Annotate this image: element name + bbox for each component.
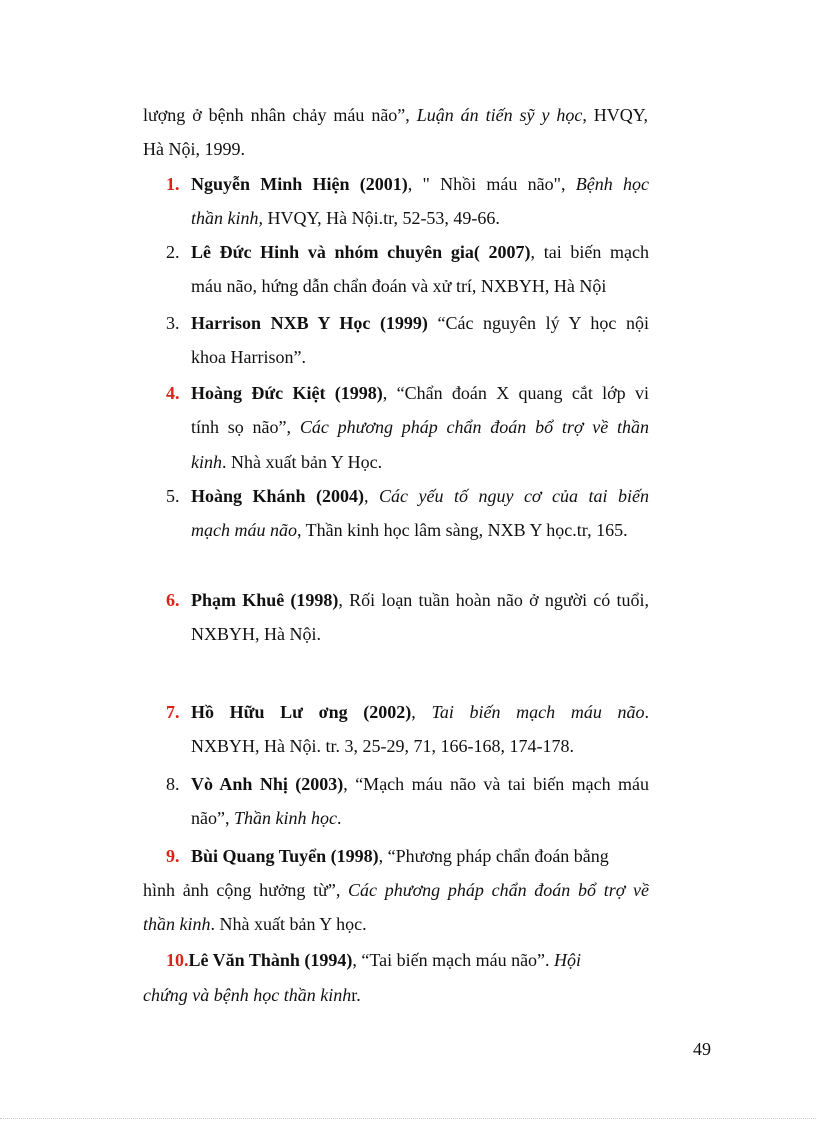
reference-author: Hoàng Khánh (2004): [191, 486, 365, 506]
reference-9: 9. Bùi Quang Tuyển (1998), “Phương pháp chẩn đoán bằng: [166, 846, 609, 866]
reference-5: 5. Hoàng Khánh (2004), Các yếu tố nguy cơ của tai biến: [166, 486, 649, 506]
reference-3-line-2: khoa Harrison”.: [191, 347, 306, 367]
intro-line-1: lượng ở bệnh nhân chảy máu não”, Luận án tiến sỹ y học, HVQY,: [143, 105, 648, 125]
reference-3: 3. Harrison NXB Y Học (1999) “Các nguyên lý Y học nội: [166, 313, 649, 333]
reference-8: 8. Vò Anh Nhị (2003), “Mạch máu não và tai biến mạch máu: [166, 774, 649, 794]
intro-line-2: Hà Nội, 1999.: [143, 139, 245, 159]
reference-author: Bùi Quang Tuyển (1998): [191, 846, 379, 866]
reference-4-line-3: kinh. Nhà xuất bản Y Học.: [191, 452, 383, 472]
reference-author: Hồ Hữu Lư ơng (2002): [191, 702, 412, 722]
reference-4: 4. Hoàng Đức Kiệt (1998), “Chẩn đoán X quang cắt lớp vi: [166, 383, 650, 403]
reference-10: 10.Lê Văn Thành (1994), “Tai biến mạch máu não”. Hội: [166, 950, 582, 970]
reference-number: 5.: [166, 486, 180, 506]
reference-number: 3.: [166, 313, 180, 333]
reference-4-line-2: tính sọ não”, Các phương pháp chẩn đoán bổ trợ về thần: [191, 417, 649, 437]
reference-6-line-2: NXBYH, Hà Nội.: [191, 624, 321, 644]
reference-number: 4.: [166, 383, 180, 403]
reference-number: 9.: [166, 846, 180, 866]
reference-7: 7. Hồ Hữu Lư ơng (2002), Tai biến mạch máu não.: [166, 702, 650, 722]
reference-2: 2. Lê Đức Hinh và nhóm chuyên gia( 2007), tai biến mạch: [166, 242, 650, 262]
page-number: 49: [693, 1039, 711, 1059]
reference-number: 7.: [166, 702, 180, 722]
reference-8-line-2: não”, Thần kinh học.: [191, 808, 342, 828]
reference-author: Nguyễn Minh Hiện (2001): [191, 174, 408, 194]
reference-number: 8.: [166, 774, 180, 794]
reference-author: Hoàng Đức Kiệt (1998): [191, 383, 383, 403]
reference-number: 10.: [166, 950, 189, 970]
reference-1-line-2: thần kinh, HVQY, Hà Nội.tr, 52-53, 49-66.: [191, 208, 500, 228]
reference-6: 6. Phạm Khuê (1998), Rối loạn tuần hoàn não ở người có tuổi,: [166, 590, 649, 610]
reference-10-line-2: chứng và bệnh học thần kinhr.: [143, 985, 361, 1005]
reference-number: 6.: [166, 590, 180, 610]
reference-number: 2.: [166, 242, 180, 262]
reference-7-line-2: NXBYH, Hà Nội. tr. 3, 25-29, 71, 166-168, 174-178.: [191, 736, 574, 756]
reference-author: Lê Đức Hinh và nhóm chuyên gia( 2007): [191, 242, 531, 262]
reference-author: Vò Anh Nhị (2003): [191, 774, 344, 794]
reference-author: Phạm Khuê (1998): [191, 590, 339, 610]
reference-1: 1. Nguyễn Minh Hiện (2001), " Nhồi máu não", Bệnh học: [166, 174, 649, 194]
reference-9-line-3: thần kinh. Nhà xuất bản Y học.: [143, 914, 367, 934]
page-bottom-divider: [0, 1118, 816, 1119]
reference-number: 1.: [166, 174, 180, 194]
reference-2-line-2: máu não, hứng dẫn chẩn đoán và xử trí, NXBYH, Hà Nội: [191, 276, 607, 296]
reference-author: Harrison NXB Y Học (1999): [191, 313, 428, 333]
reference-5-line-2: mạch máu não, Thần kinh học lâm sàng, NXB Y học.tr, 165.: [191, 520, 628, 540]
reference-9-line-2: hình ảnh cộng hưởng từ”, Các phương pháp chẩn đoán bổ trợ về: [143, 880, 650, 900]
reference-author: Lê Văn Thành (1994): [188, 950, 353, 970]
